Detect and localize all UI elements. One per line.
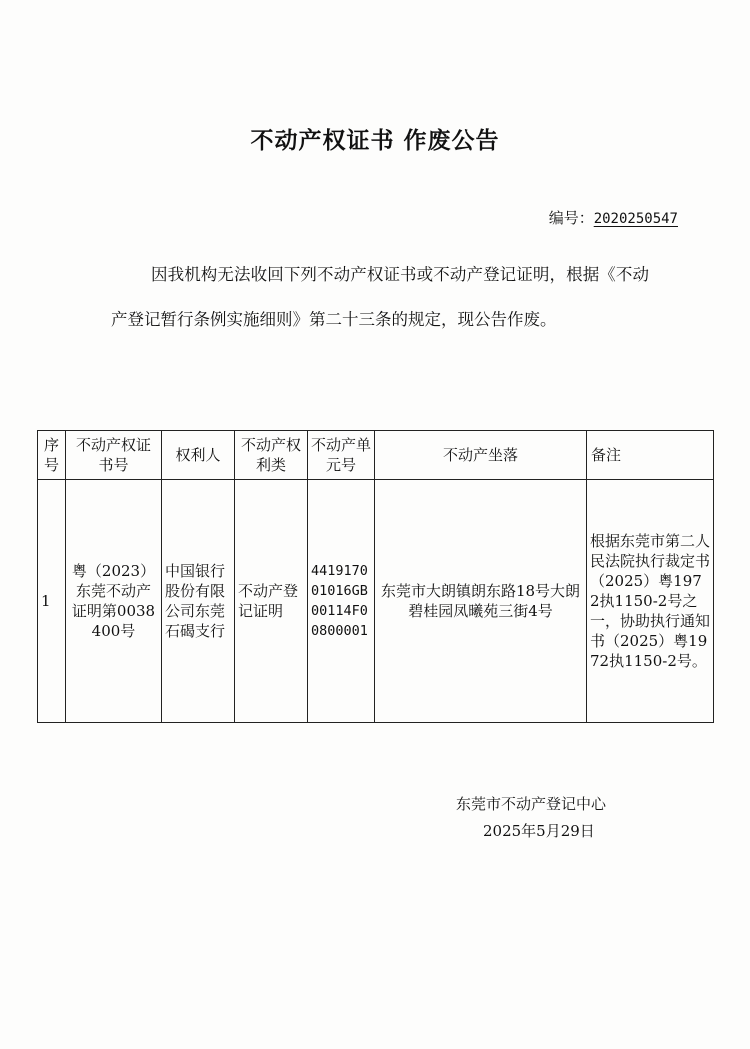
header-holder: 权利人 [162,431,235,480]
issuing-organization: 东莞市不动产登记中心 [456,795,607,813]
header-location: 不动产坐落 [375,431,587,480]
notice-body: 因我机构无法收回下列不动产权证书或不动产登记证明，根据《不动产登记暂行条例实施细则》第二十三条的规定，现公告作废。 [111,265,649,329]
issue-date: 2025年5月29日 [483,822,595,840]
table-row [38,480,714,723]
document-number-value: 2020250547 [593,211,678,227]
cell-right-type: 不动产登记证明 [235,480,308,723]
cell-location: 东莞市大朗镇朗东路18号大朗碧桂园凤曦苑三街4号 [375,480,587,723]
cell-holder: 中国银行股份有限公司东莞石碣支行 [162,480,235,723]
document-title: 不动产权证书 作废公告 [250,128,500,154]
document-number [549,207,678,228]
header-unit-no: 不动产单元号 [308,431,375,480]
header-cert-no: 不动产权证书号 [66,431,162,480]
document-number-label: 编号： [548,209,594,227]
voided-certificates-table [37,430,714,723]
header-right-type: 不动产权利类 [235,431,308,480]
header-seq: 序号 [38,431,66,480]
cell-cert-no: 粤（2023）东莞不动产证明第0038400号 [66,480,162,723]
cell-seq: 1 [38,480,66,723]
cell-unit-no: 441917001016GB00114F00800001 [308,480,375,723]
table-header-row [38,431,714,480]
header-remarks: 备注 [587,431,714,480]
cell-remarks: 根据东莞市第二人民法院执行裁定书（2025）粤1972执1150-2号之一，协助执行通知书（2025）粤1972执1150-2号。 [587,480,714,723]
